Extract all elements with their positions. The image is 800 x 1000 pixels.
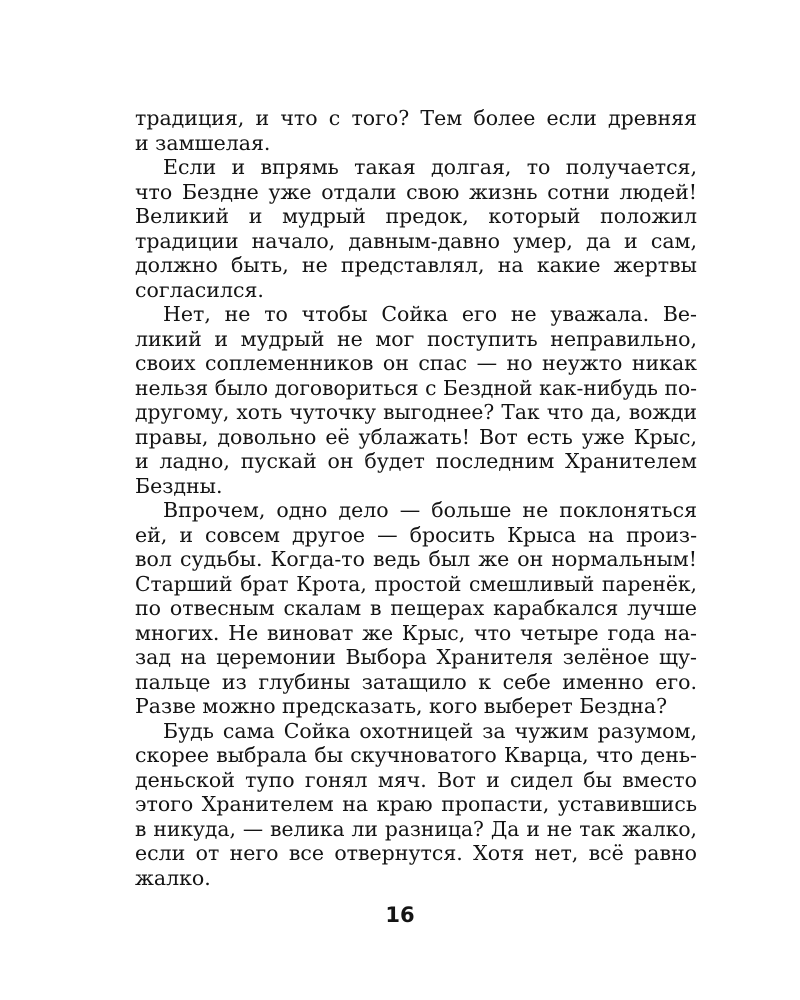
- text-line: Будь сама Сойка охотницей за чужим разумом,: [163, 718, 697, 743]
- text-line: традиции начало, давным-давно умер, да и сам,: [135, 228, 697, 253]
- text-line: согласился.: [135, 277, 264, 302]
- text-line: ей, и совсем другое — бросить Крыса на произ-: [135, 522, 697, 547]
- text-line: и замшелая.: [135, 130, 271, 155]
- text-line: Бездны.: [135, 473, 223, 498]
- text-line: нельзя было договориться с Бездной как-нибудь по-: [135, 375, 697, 400]
- text-line: Разве можно предсказать, кого выберет Бездна?: [135, 694, 668, 718]
- text-line: Если и впрямь такая долгая, то получается,: [163, 155, 697, 179]
- text-line: должно быть, не представлял, на какие жертвы: [135, 253, 697, 277]
- paragraph: [135, 155, 697, 302]
- text-line: Нет, не то чтобы Сойка его не уважала. Ве-: [163, 302, 697, 326]
- text-line: скорее выбрала бы скучноватого Кварца, что день-: [135, 743, 697, 767]
- text-line: другому, хоть чуточку выгоднее? Так что да, вожди: [135, 400, 697, 424]
- text-line: Великий и мудрый предок, который положил: [135, 204, 697, 228]
- text-line: что Бездне уже отдали свою жизнь сотни людей!: [135, 179, 697, 204]
- text-line: пальце из глубины затащило к себе именно его.: [135, 669, 697, 694]
- text-line: своих соплеменников он спас — но неужто никак: [135, 351, 697, 375]
- text-line: вол судьбы. Когда-то ведь был же он нормальным!: [135, 547, 697, 571]
- text-line: Впрочем, одно дело — больше не поклоняться: [163, 498, 697, 522]
- paragraph: [135, 498, 697, 719]
- text-line: правы, довольно её ублажать! Вот есть уже Крыс,: [135, 424, 697, 449]
- text-line: многих. Не виноват же Крыс, что четыре года на-: [135, 620, 697, 645]
- text-line: и ладно, пускай он будет последним Хранителем: [135, 449, 697, 473]
- text-line: ликий и мудрый не мог поступить неправильно,: [135, 326, 697, 351]
- text-line: этого Хранителем на краю пропасти, уставившись: [135, 792, 697, 816]
- page-number: 16: [385, 903, 415, 927]
- body-text: [135, 106, 697, 890]
- paragraph: [135, 302, 697, 498]
- text-line: если от него все отвернутся. Хотя нет, всё равно: [135, 841, 697, 865]
- text-line: традиция, и что с того? Тем более если древняя: [135, 106, 697, 130]
- text-line: зад на церемонии Выбора Хранителя зелёное щу-: [135, 645, 697, 669]
- text-line: в никуда, — велика ли разница? Да и не так жалко,: [135, 816, 697, 841]
- text-line: Старший брат Крота, простой смешливый паренёк,: [135, 571, 697, 596]
- text-line: деньской тупо гонял мяч. Вот и сидел бы вместо: [135, 767, 697, 792]
- text-line: по отвесным скалам в пещерах карабкался лучше: [135, 596, 697, 620]
- paragraph: [135, 719, 697, 891]
- paragraph: [135, 106, 697, 155]
- text-line: жалко.: [135, 865, 211, 890]
